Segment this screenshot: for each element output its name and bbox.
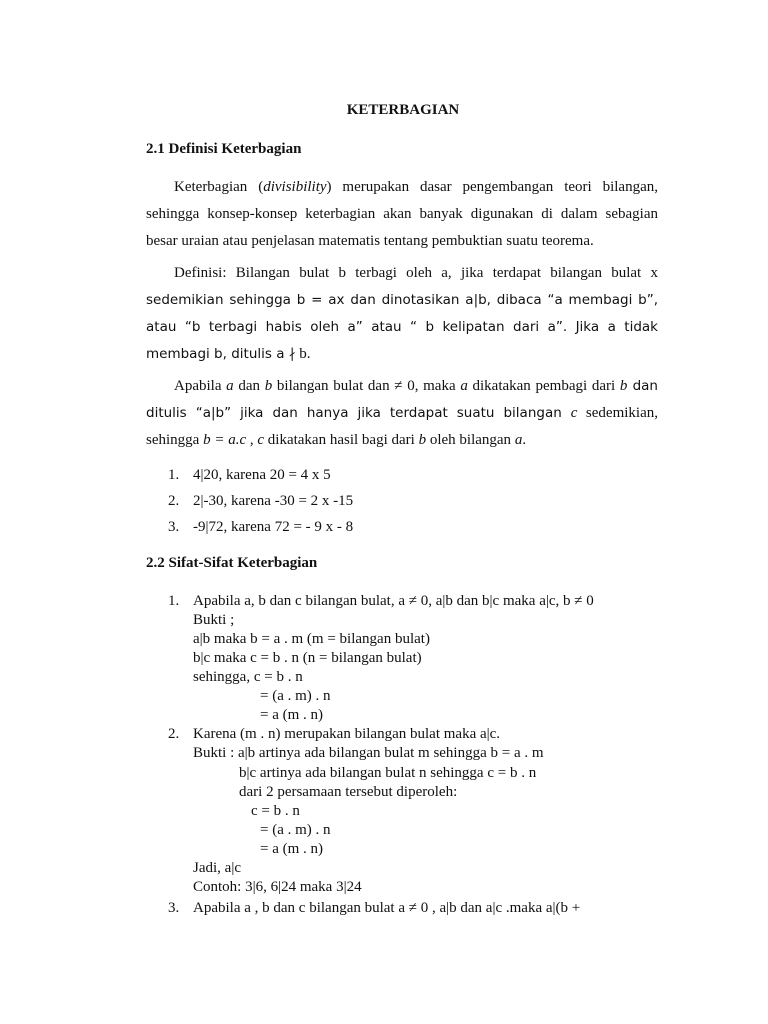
math-var: b <box>418 432 427 448</box>
property-3-statement: Apabila a , b dan c bilangan bulat a ≠ 0 , a|b dan a|c .maka a|(b + <box>193 900 581 916</box>
paragraph-text: Apabila <box>174 378 227 394</box>
paragraph-text: ) merupakan dasar pengembangan teori bilangan, sehingga konsep-konsep keterbagian akan banyak digunakan di dalam sebagian besar uraian atau penjelasan matematis tentang pembuktian suatu teorema. <box>146 179 659 249</box>
list-number: 3. <box>168 900 180 916</box>
proof-line: Bukti ; <box>193 612 235 628</box>
proof-line: a|b maka b = a . m (m = bilangan bulat) <box>193 631 430 647</box>
math-var: c <box>257 432 265 448</box>
italic-term: divisibility <box>263 179 327 195</box>
math-var: b <box>619 378 628 394</box>
paragraph-text: dikatakan hasil bagi dari <box>264 432 419 448</box>
property-2-statement: Karena (m . n) merupakan bilangan bulat maka a|c. <box>193 726 501 742</box>
paragraph-text: bilangan bulat dan ≠ 0, maka <box>272 378 461 394</box>
math-var: c <box>570 405 578 421</box>
example-list <box>146 462 666 540</box>
proof-line: sehingga, c = b . n <box>193 669 303 685</box>
list-item <box>146 488 666 514</box>
paragraph-text: . <box>522 432 527 448</box>
paragraph-text: b. <box>295 346 311 362</box>
proof-line: = (a . m) . n <box>260 688 331 704</box>
property-1-statement: Apabila a, b dan c bilangan bulat, a ≠ 0, a|b dan b|c maka a|c, b ≠ 0 <box>193 593 594 609</box>
proof-line: Jadi, a|c <box>193 860 241 876</box>
paragraph-text: dan <box>233 378 265 394</box>
list-number: 1. <box>168 593 180 609</box>
paragraph-definition <box>146 260 658 368</box>
proof-line: dari 2 persamaan tersebut diperoleh: <box>239 784 458 800</box>
proof-line: c = b . n <box>251 803 300 819</box>
paragraph-text-sans: dan ditulis “a|b” jika dan hanya jika terdapat suatu bilangan <box>146 378 658 421</box>
proof-line: = a (m . n) <box>260 841 324 857</box>
paragraph-divisor <box>146 373 658 454</box>
paragraph-text: Keterbagian ( <box>174 179 264 195</box>
paragraph-text: , <box>246 432 258 448</box>
list-text: 2|-30, karena -30 = 2 x -15 <box>193 493 354 509</box>
paragraph-text: Definisi: Bilangan bulat b terbagi oleh a, jika terdapat bilangan bulat x <box>174 265 658 281</box>
section-heading-properties: 2.2 Sifat-Sifat Keterbagian <box>146 555 318 571</box>
math-var: b <box>264 378 273 394</box>
paragraph-text-sans: sedemikian sehingga b = ax dan dinotasikan a|b, dibaca “a membagi b”, atau “b terbagi habis oleh a” atau “ b kelipatan dari a”. Jika a tidak membagi b, ditulis a ∤ <box>146 292 658 362</box>
list-number: 3. <box>168 519 180 535</box>
proof-line: Contoh: 3|6, 6|24 maka 3|24 <box>193 879 362 895</box>
list-text: -9|72, karena 72 = - 9 x - 8 <box>193 519 354 535</box>
math-var: a <box>460 378 468 394</box>
list-item <box>146 462 666 488</box>
paragraph-text: dikatakan pembagi dari <box>467 378 620 394</box>
proof-line: b|c maka c = b . n (n = bilangan bulat) <box>193 650 422 666</box>
paragraph-text: oleh bilangan <box>426 432 515 448</box>
proof-line: = (a . m) . n <box>260 822 331 838</box>
list-number: 2. <box>168 726 180 742</box>
list-number: 2. <box>168 493 180 509</box>
section-heading-definition: 2.1 Definisi Keterbagian <box>146 141 302 157</box>
list-item <box>146 514 666 540</box>
proof-line: = a (m . n) <box>260 707 324 723</box>
proof-line: b|c artinya ada bilangan bulat n sehingga c = b . n <box>239 765 537 781</box>
list-number: 1. <box>168 467 180 483</box>
proof-line: Bukti : a|b artinya ada bilangan bulat m sehingga b = a . m <box>193 745 544 761</box>
paragraph-text: sedemikian, sehingga <box>146 405 658 448</box>
math-var: a <box>226 378 234 394</box>
math-var: b = a.c <box>203 432 247 448</box>
page-title: KETERBAGIAN <box>346 102 460 118</box>
math-var: a <box>514 432 523 448</box>
paragraph-intro <box>146 174 658 255</box>
list-text: 4|20, karena 20 = 4 x 5 <box>193 467 331 483</box>
